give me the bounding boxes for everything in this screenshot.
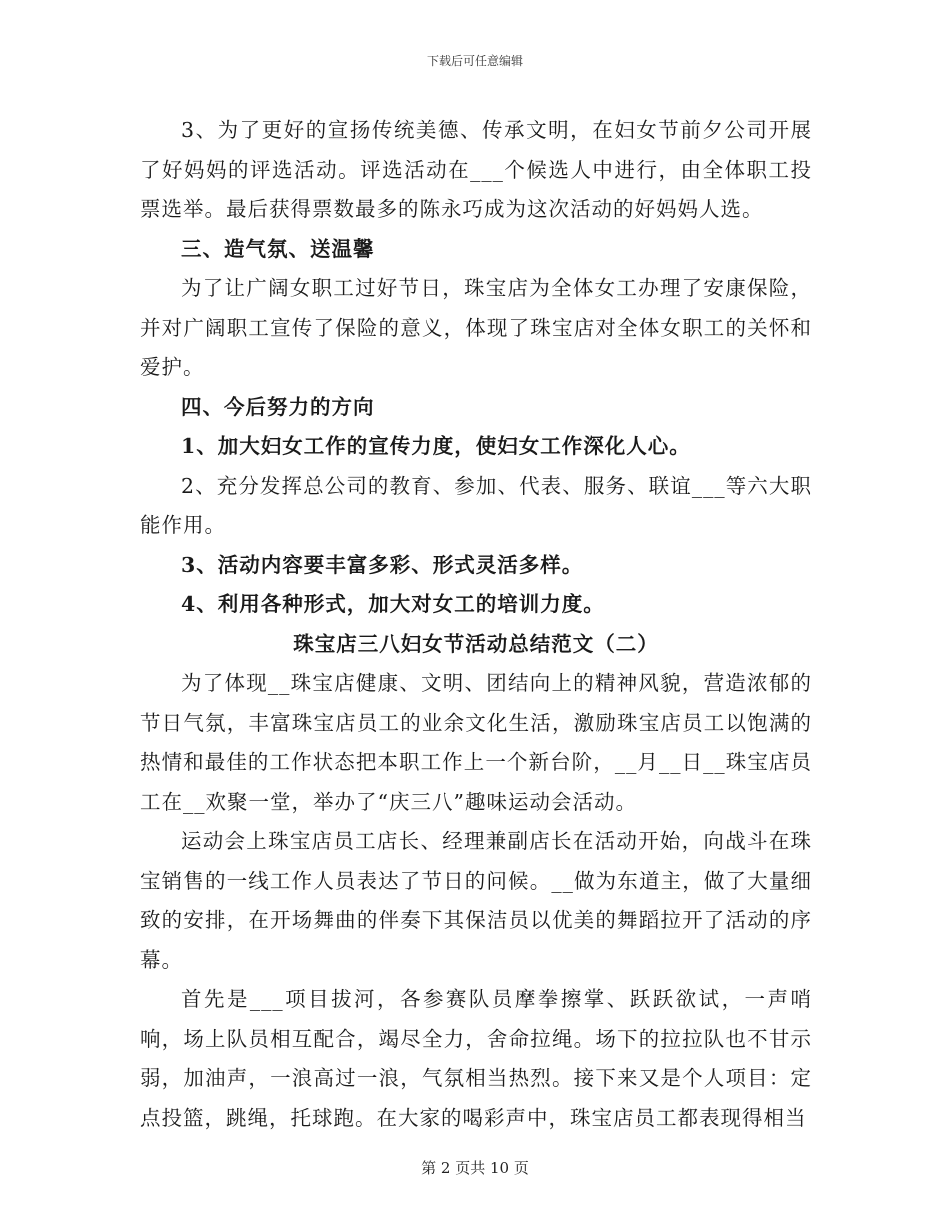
paragraph-4: 为了体现__珠宝店健康、文明、团结向上的精神风貌，营造浓郁的节日气氛，丰富珠宝店员工的业余文化生活，激励珠宝店员工以饱满的热情和最佳的工作状态把本职工作上一个新台阶，__月__日__珠宝店员工在__欢聚一堂，举办了“庆三八”趣味运动会活动。 (140, 671, 812, 814)
bold-item-3: 3、活动内容要丰富多彩、形式灵活多样。 (181, 552, 584, 577)
page-header: 下载后可任意编辑 (426, 54, 523, 68)
paragraph-2: 为了让广阔女职工过好节日，珠宝店为全体女工办理了安康保险，并对广阔职工宣传了保险的意义，体现了珠宝店对全体女职工的关怀和爱护。 (140, 276, 812, 379)
article-title: 珠宝店三八妇女节活动总结范文（二） (293, 631, 659, 656)
bold-item-4: 4、利用各种形式，加大对女工的培训力度。 (181, 592, 605, 616)
paragraph-6: 首先是___项目拔河，各参赛队员摩拳擦掌、跃跃欲试，一声哨响，场上队员相互配合，竭尽全力，舍命拉绳。场下的拉拉队也不甘示弱，加油声，一浪高过一浪，气氛相当热烈。接下来又是个人项目：定点投篮，跳绳，托球跑。在大家的喝彩声中，珠宝店员工都表现得相当 (140, 987, 812, 1130)
paragraph-1: 3、为了更好的宣扬传统美德、传承文明，在妇女节前夕公司开展了好妈妈的评选活动。评选活动在___个候选人中进行，由全体职工投票选举。最后获得票数最多的陈永巧成为这次活动的好妈妈人选。 (140, 118, 812, 221)
paragraph-3: 2、充分发挥总公司的教育、参加、代表、服务、联谊___等六大职能作用。 (140, 473, 812, 537)
bold-item-1: 1、加大妇女工作的宣传力度，使妇女工作深化人心。 (181, 434, 691, 458)
section-heading-3: 三、造气氛、送温馨 (181, 236, 375, 261)
page-footer: 第 2 页共 10 页 (421, 1159, 529, 1177)
paragraph-5: 运动会上珠宝店员工店长、经理兼副店长在活动开始，向战斗在珠宝销售的一线工作人员表达了节日的问候。__做为东道主，做了大量细致的安排，在开场舞曲的伴奏下其保洁员以优美的舞蹈拉开了活动的序幕。 (140, 829, 812, 972)
section-heading-4: 四、今后努力的方向 (181, 394, 375, 419)
document-body (140, 111, 812, 1138)
